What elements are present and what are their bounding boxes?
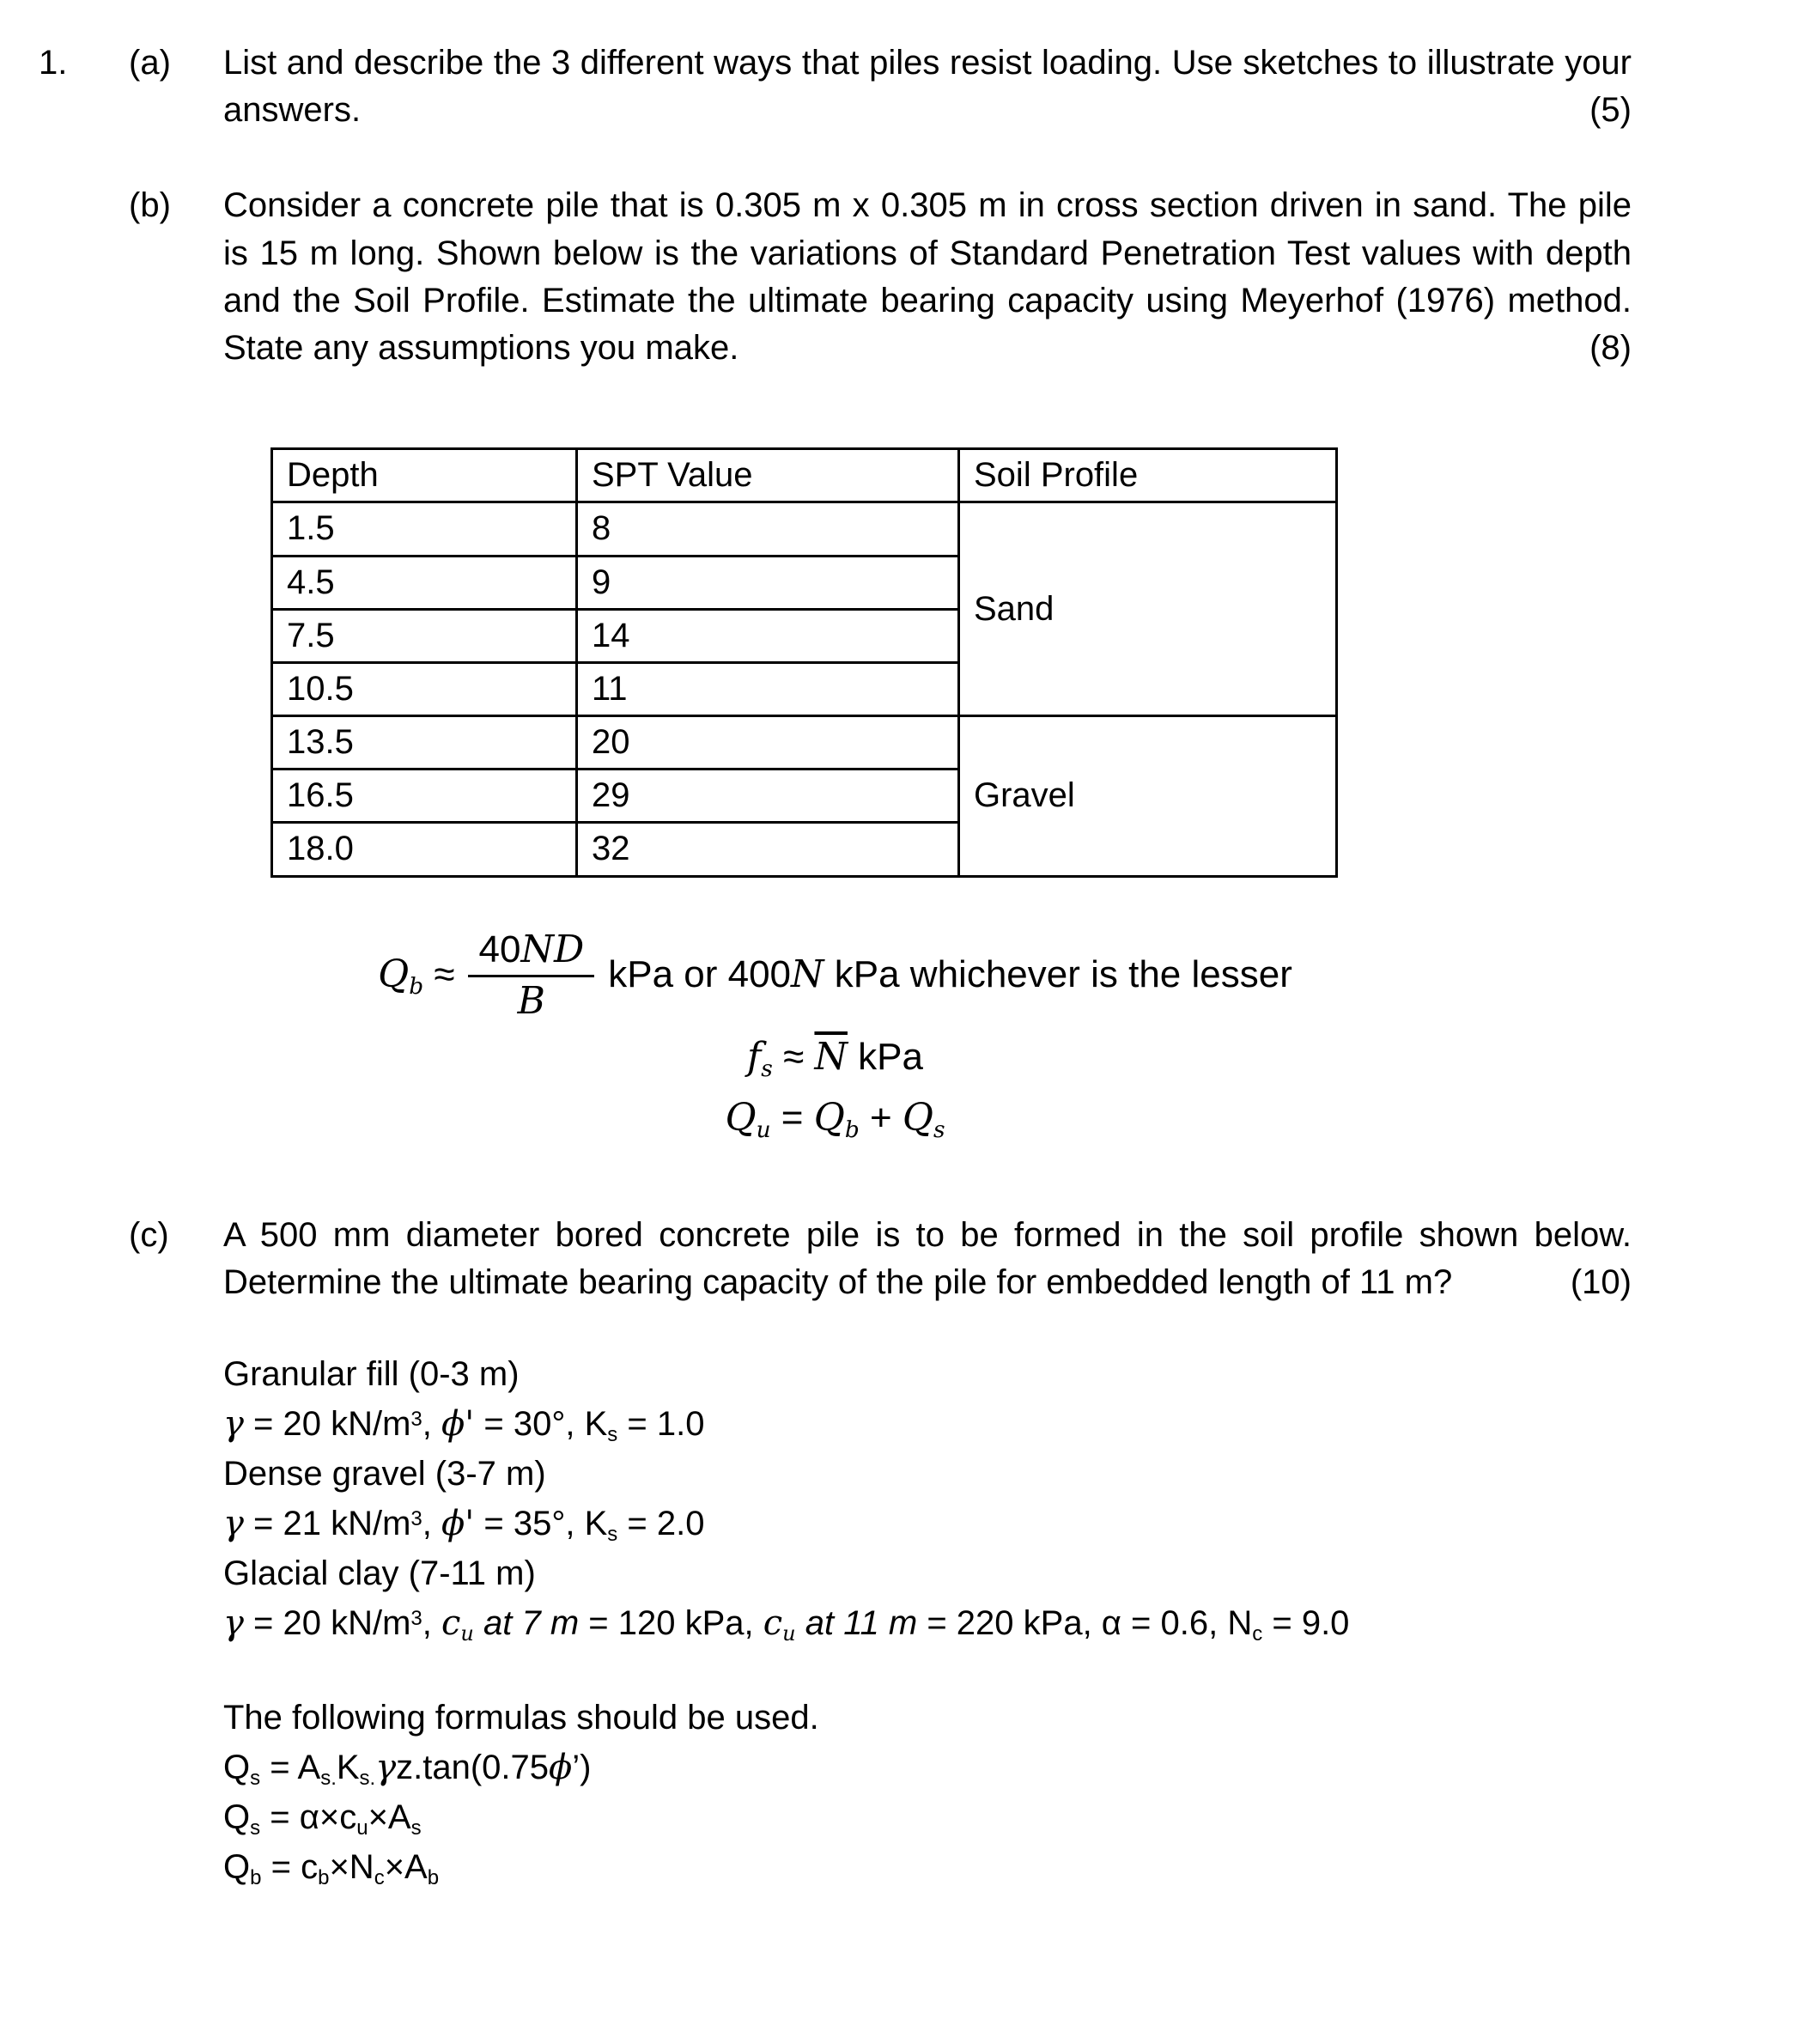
dense-gravel-title: Dense gravel (3-7 m): [223, 1455, 546, 1493]
formula-qs-clay: $Q_s = \alpha\times c_u\times A_s$: [223, 1798, 422, 1840]
formula-block: [39, 928, 1632, 1145]
formula-qb-base: $Q_b = c_b\times N_c\times A_b$: [223, 1848, 440, 1889]
header-spt-value: SPT Value: [577, 449, 959, 502]
formula-qu: $Q_u = Q_b + Q_s$: [725, 1096, 945, 1143]
depth-cell: 10.5: [272, 662, 577, 715]
fraction: [468, 928, 594, 1024]
depth-cell: 4.5: [272, 556, 577, 609]
part-a-marks: (5): [1589, 91, 1632, 130]
depth-cell: 1.5: [272, 502, 577, 556]
formula-qb-lhs: $Q_b$ ≈: [378, 952, 455, 1000]
spt-cell: 9: [577, 556, 959, 609]
part-b-label: (b): [129, 186, 171, 225]
header-depth: Depth: [272, 449, 577, 502]
part-c-text-block: [223, 1212, 1632, 1306]
question-part-b: [39, 182, 1632, 372]
soil-cell-gravel: Gravel: [959, 716, 1337, 877]
part-c-label: (c): [129, 1215, 169, 1254]
depth-cell: 18.0: [272, 823, 577, 876]
soil-profile-description: [223, 1349, 1632, 1648]
table-header-row: [272, 449, 1337, 502]
spt-cell: 29: [577, 770, 959, 823]
soil-cell-sand: Sand: [959, 502, 1337, 716]
spt-cell: 8: [577, 502, 959, 556]
spt-cell: 11: [577, 662, 959, 715]
fraction-numerator: 40ND: [468, 928, 594, 977]
formula-fs: $f_s \approx \overline{N}$ kPa: [747, 1035, 923, 1082]
part-a-label: (a): [129, 44, 171, 82]
header-soil-profile: Soil Profile: [959, 449, 1337, 502]
depth-cell: 13.5: [272, 716, 577, 770]
glacial-clay-title: Glacial clay (7-11 m): [223, 1554, 536, 1593]
formula-qb-rhs: kPa or 400N kPa whichever is the lesser: [608, 952, 1292, 997]
question-number: 1.: [39, 44, 68, 82]
depth-cell: 7.5: [272, 609, 577, 662]
fraction-denominator: B: [517, 978, 546, 1023]
spt-cell: 32: [577, 823, 959, 876]
part-c-text: A 500 mm diameter bored concrete pile is to be formed in the soil profile shown below. Determine the ultimate bearing capacity of the pile for embedded length of 11 m?: [223, 1215, 1632, 1302]
granular-fill-properties: γ = 20 $kN/m^3$, ϕ' = 30°, $K_s = 1.0$: [223, 1404, 705, 1446]
required-formulas-block: [223, 1693, 1632, 1892]
depth-cell: 16.5: [272, 770, 577, 823]
question-part-c: [39, 1212, 1632, 1306]
dense-gravel-properties: γ = 21 $kN/m^3$, ϕ' = 35°, $K_s = 2.0$: [223, 1504, 705, 1546]
part-a-text-block: [223, 40, 1632, 134]
part-b-text: Consider a concrete pile that is 0.305 m x 0.305 m in cross section driven in sand. The pile is 15 m long. Shown below is the variations of Standard Penetration Test values with depth and the Soil Profile. Estimate the ultimate bearing capacity using Meyerhof (1976) method. State any assumptions you make.: [223, 186, 1632, 367]
granular-fill-title: Granular fill (0-3 m): [223, 1355, 520, 1394]
spt-table-wrapper: [270, 447, 1335, 878]
question-part-a: [39, 40, 1632, 134]
table-row: [272, 502, 1337, 556]
formula-qb: [39, 928, 1632, 1024]
spt-cell: 14: [577, 609, 959, 662]
spt-cell: 20: [577, 716, 959, 770]
part-b-marks: (8): [1589, 328, 1632, 367]
part-a-text: List and describe the 3 different ways that piles resist loading. Use sketches to illustrate your answers.: [223, 44, 1632, 130]
part-b-text-block: [223, 182, 1632, 372]
glacial-clay-properties: γ = 20 $kN/m^3$, $c_u$ at 7 m = 120 kPa, $c_u$ at 11 m = 220 kPa, α = 0.6, $N_c = 9.0$: [223, 1603, 1350, 1646]
formulas-intro: The following formulas should be used.: [223, 1699, 819, 1737]
spt-table: [270, 447, 1338, 878]
part-c-marks: (10): [1570, 1263, 1632, 1302]
formula-qs-sand: $Q_s$ = $A_{s.}K_{s.}\gamma z.\tan(0.75\phi’)$: [223, 1748, 592, 1790]
table-row: [272, 716, 1337, 770]
